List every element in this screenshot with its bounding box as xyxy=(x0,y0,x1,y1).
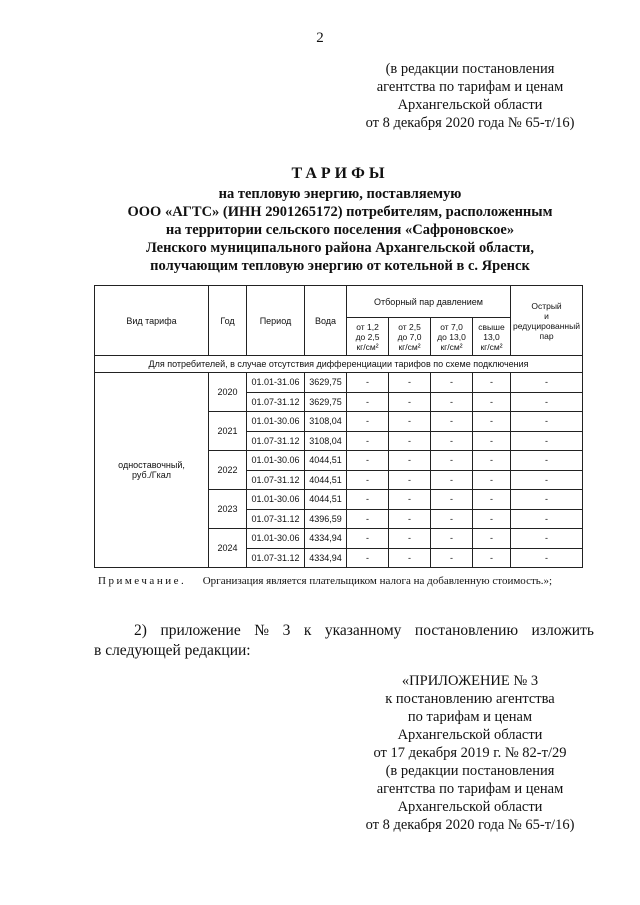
cell-s3: - xyxy=(431,451,473,471)
paragraph-line-2: в следующей редакции: xyxy=(94,642,251,659)
cell-s4: - xyxy=(473,431,511,451)
title-line: получающим тепловую энергию от котельной в с. Яренск xyxy=(150,258,530,274)
appendix-block xyxy=(330,672,610,834)
cell-period: 01.07-31.12 xyxy=(247,509,305,529)
cell-sharp: - xyxy=(511,529,583,549)
appendix-line: по тарифам и ценам xyxy=(407,709,533,725)
cell-s4: - xyxy=(473,509,511,529)
cell-period: 01.07-31.12 xyxy=(247,470,305,490)
cell-water: 4044,51 xyxy=(305,470,347,490)
cell-period: 01.07-31.12 xyxy=(247,548,305,568)
cell-s3: - xyxy=(431,392,473,412)
paragraph-word: к xyxy=(303,622,312,639)
cell-water: 4334,94 xyxy=(305,548,347,568)
title-heading: ТАРИФЫ xyxy=(291,165,389,182)
cell-s4: - xyxy=(473,470,511,490)
page-number: 2 xyxy=(316,30,324,46)
year-cell: 2021 xyxy=(209,412,247,451)
edition-line: агентства по тарифам и ценам xyxy=(376,79,564,95)
cell-s3: - xyxy=(431,529,473,549)
document-title xyxy=(60,165,620,275)
paragraph-word: изложить xyxy=(531,622,594,639)
cell-s4: - xyxy=(473,548,511,568)
header-sharp-line: пар xyxy=(539,330,554,341)
cell-sharp: - xyxy=(511,451,583,471)
cell-period: 01.01-31.06 xyxy=(247,373,305,393)
cell-s2: - xyxy=(389,529,431,549)
cell-period: 01.01-30.06 xyxy=(247,490,305,510)
header-steam-group: Отборный пар давлением xyxy=(347,286,511,318)
appendix-line: от 17 декабря 2019 г. № 82-т/29 xyxy=(373,745,567,761)
cell-sharp: - xyxy=(511,373,583,393)
cell-period: 01.01-30.06 xyxy=(247,451,305,471)
cell-s2: - xyxy=(389,490,431,510)
cell-water: 4044,51 xyxy=(305,451,347,471)
cell-s2: - xyxy=(389,509,431,529)
year-cell: 2022 xyxy=(209,451,247,490)
header-sharp-line: редуцированный xyxy=(513,320,580,331)
edition-line: Архангельской области xyxy=(397,97,543,113)
header-year: Год xyxy=(209,286,247,356)
cell-s1: - xyxy=(347,373,389,393)
title-line: на тепловую энергию, поставляемую xyxy=(218,186,462,202)
appendix-line: (в редакции постановления xyxy=(385,763,555,779)
cell-s2: - xyxy=(389,451,431,471)
title-line: ООО «АГТС» (ИНН 2901265172) потребителям, расположенным xyxy=(127,204,553,220)
year-cell: 2020 xyxy=(209,373,247,412)
cell-water: 3629,75 xyxy=(305,392,347,412)
tariff-label-cell xyxy=(95,373,209,568)
title-line: на территории сельского поселения «Сафроновское» xyxy=(165,222,515,238)
cell-s4: - xyxy=(473,392,511,412)
cell-water: 4334,94 xyxy=(305,529,347,549)
cell-water: 3108,04 xyxy=(305,431,347,451)
cell-s2: - xyxy=(389,392,431,412)
table-row xyxy=(95,373,583,393)
cell-sharp: - xyxy=(511,509,583,529)
cell-period: 01.07-31.12 xyxy=(247,431,305,451)
cell-s1: - xyxy=(347,490,389,510)
cell-sharp: - xyxy=(511,470,583,490)
cell-s3: - xyxy=(431,412,473,432)
cell-s4: - xyxy=(473,529,511,549)
cell-s3: - xyxy=(431,509,473,529)
appendix-line: Архангельской области xyxy=(397,799,543,815)
cell-sharp: - xyxy=(511,548,583,568)
cell-water: 4044,51 xyxy=(305,490,347,510)
cell-s4: - xyxy=(473,412,511,432)
cell-s1: - xyxy=(347,431,389,451)
header-steam-4: свыше 13,0 кг/см² xyxy=(473,318,511,356)
cell-s1: - xyxy=(347,509,389,529)
appendix-line: Архангельской области xyxy=(397,727,543,743)
title-line: Ленского муниципального района Архангельской области, xyxy=(145,240,535,256)
cell-sharp: - xyxy=(511,392,583,412)
header-tariff-type: Вид тарифа xyxy=(95,286,209,356)
cell-s1: - xyxy=(347,529,389,549)
cell-water: 4396,59 xyxy=(305,509,347,529)
header-period: Период xyxy=(247,286,305,356)
cell-s2: - xyxy=(389,412,431,432)
cell-s1: - xyxy=(347,470,389,490)
cell-water: 3629,75 xyxy=(305,373,347,393)
appendix-line: к постановлению агентства xyxy=(385,691,555,707)
note-text: Организация является плательщиком налога на добавленную стоимость.»; xyxy=(202,575,553,587)
cell-s2: - xyxy=(389,431,431,451)
cell-s3: - xyxy=(431,490,473,510)
table-note xyxy=(98,575,552,587)
section-row: Для потребителей, в случае отсутствия дифференциации тарифов по схеме подключения xyxy=(95,356,583,373)
cell-period: 01.01-30.06 xyxy=(247,412,305,432)
paragraph-line-1 xyxy=(94,621,594,641)
cell-s4: - xyxy=(473,490,511,510)
cell-water: 3108,04 xyxy=(305,412,347,432)
header-sharp-line: Острый xyxy=(531,300,562,311)
cell-s1: - xyxy=(347,392,389,412)
tariff-rows xyxy=(95,373,583,568)
cell-sharp: - xyxy=(511,431,583,451)
edition-note-top xyxy=(340,60,600,132)
edition-line: (в редакции постановления xyxy=(385,61,555,77)
cell-s3: - xyxy=(431,548,473,568)
tariff-label-line: одноставочный, xyxy=(118,460,185,470)
paragraph-word: указанному xyxy=(324,622,402,639)
edition-line: от 8 декабря 2020 года № 65-т/16) xyxy=(365,115,575,131)
header-steam-1: от 1,2 до 2,5 кг/см² xyxy=(347,318,389,356)
cell-s1: - xyxy=(347,412,389,432)
cell-s3: - xyxy=(431,373,473,393)
cell-period: 01.01-30.06 xyxy=(247,529,305,549)
appendix-line: от 8 декабря 2020 года № 65-т/16) xyxy=(365,817,575,833)
paragraph-word: 3 xyxy=(282,622,291,639)
cell-s1: - xyxy=(347,548,389,568)
cell-sharp: - xyxy=(511,412,583,432)
year-cell: 2023 xyxy=(209,490,247,529)
cell-s3: - xyxy=(431,470,473,490)
cell-sharp: - xyxy=(511,490,583,510)
tariff-label-line: руб./Гкал xyxy=(132,470,171,480)
header-sharp-line: и xyxy=(544,310,549,321)
cell-s4: - xyxy=(473,373,511,393)
amendment-paragraph xyxy=(94,621,594,661)
cell-s2: - xyxy=(389,548,431,568)
note-label: Примечание. xyxy=(98,575,187,587)
tariff-table xyxy=(94,285,583,568)
cell-period: 01.07-31.12 xyxy=(247,392,305,412)
header-steam-3: от 7,0 до 13,0 кг/см² xyxy=(431,318,473,356)
header-sharp-steam xyxy=(511,286,583,356)
paragraph-word: 2) xyxy=(134,622,147,639)
appendix-line: «ПРИЛОЖЕНИЕ № 3 xyxy=(401,673,539,689)
cell-s2: - xyxy=(389,470,431,490)
cell-s2: - xyxy=(389,373,431,393)
cell-s1: - xyxy=(347,451,389,471)
header-steam-2: от 2,5 до 7,0 кг/см² xyxy=(389,318,431,356)
cell-s3: - xyxy=(431,431,473,451)
cell-s4: - xyxy=(473,451,511,471)
paragraph-word: № xyxy=(254,622,270,639)
header-water: Вода xyxy=(305,286,347,356)
paragraph-word: постановлению xyxy=(414,622,519,639)
appendix-line: агентства по тарифам и ценам xyxy=(376,781,564,797)
year-cell: 2024 xyxy=(209,529,247,568)
paragraph-word: приложение xyxy=(160,622,241,639)
